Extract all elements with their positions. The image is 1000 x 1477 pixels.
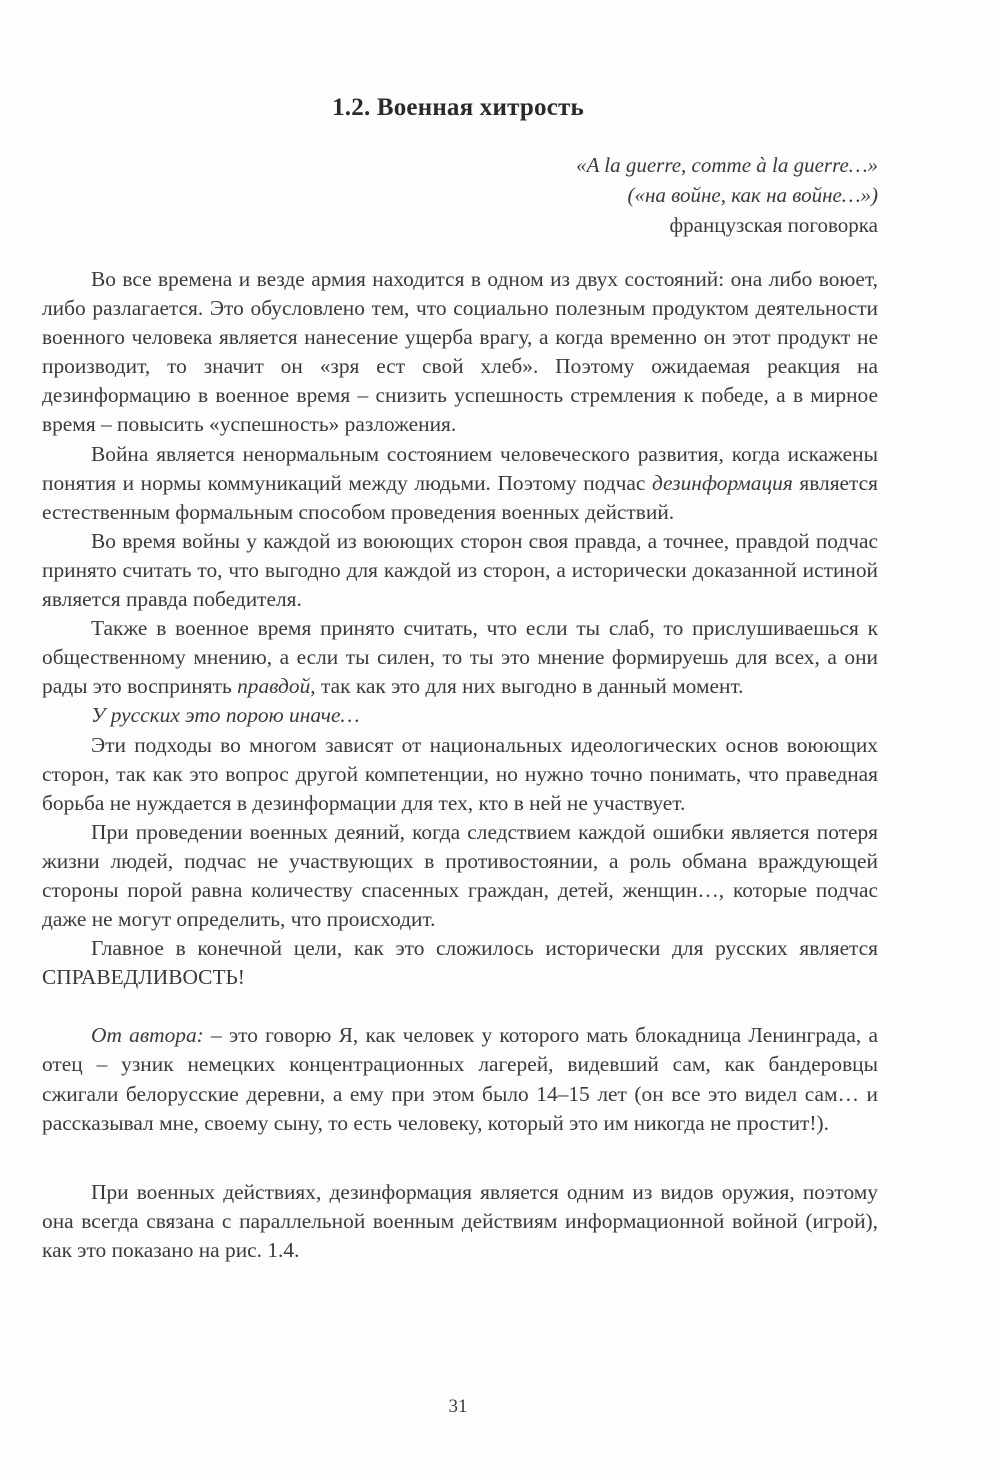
- paragraph-4: [42, 614, 878, 701]
- paragraph-5: У русских это порою иначе…: [91, 703, 360, 728]
- epigraph-quote: «A la guerre, comme à la guerre…»: [576, 153, 878, 177]
- paragraph-4-text-a: Также в военное время принято считать, что если ты слаб, то прислушиваешься к общественному мнению, а если ты силен, то ты это мнение формируешь для всех, а они рады это воспринять: [42, 616, 878, 699]
- paragraph-10: При военных действиях, дезинформация является одним из видов оружия, поэтому она всегда связана с параллельной военным действиям информационной войной (игрой), как это показано на рис. 1.4.: [42, 1179, 878, 1262]
- paragraph-2-italic: дезинформация: [651, 470, 793, 495]
- paragraph-4-italic: правдой: [237, 674, 311, 699]
- paragraph-1: Во все времена и везде армия находится в одном из двух состояний: она либо воюет, либо разлагается. Это обусловлено тем, что социально полезным продуктом деятельности военного человека является нанесение ущерба врагу, а когда временно он этот продукт не производит, то значит он «зря ест свой хлеб». Поэтому ожидаемая реакция на дезинформацию в военное время – снизить успешность стремления к победе, а в мирное время – повысить «успешность» разложения.: [42, 267, 878, 437]
- paragraph-2-text-b: является естественным формальным способом проведения военных действий.: [42, 470, 878, 524]
- paragraph-2-text-a: Война является ненормальным состоянием человеческого развития, когда искажены понятия и нормы коммуникаций между людьми. Поэтому подчас: [42, 441, 878, 495]
- paragraph-7: При проведении военных деяний, когда следствием каждой ошибки является потеря жизни людей, подчас не участвующих в противостоянии, а роль обмана враждующей стороны порой равна количеству спасенных граждан, детей, женщин…, которые подчас даже не могут определить, что происходит.: [42, 819, 878, 932]
- epigraph: [576, 150, 878, 240]
- author-note-text: – это говорю Я, как человек у которого мать блокадница Ленинграда, а отец – узник немецких концентрационных лагерей, видевший сам, как бандеровцы сжигали белорусские деревни, а ему при этом было 14–15 лет (он все это видел сам… и рассказывал мне, своему сыну, то есть человеку, который это им никогда не простит!).: [42, 1023, 878, 1135]
- paragraph-6: Эти подходы во многом зависят от национальных идеологических основ воюющих сторон, так как это вопрос другой компетенции, но нужно точно понимать, что праведная борьба не нуждается в дезинформации для тех, кто в ней не участвует.: [42, 732, 878, 815]
- paragraph-author-note: [42, 1021, 878, 1137]
- section-heading: 1.2. Военная хитрость: [332, 94, 584, 121]
- page-number: 31: [448, 1396, 468, 1417]
- author-note-label: От автора:: [91, 1023, 204, 1048]
- epigraph-translation: («на войне, как на войне…»): [627, 183, 878, 207]
- paragraph-4-text-b: , так как это для них выгодно в данный момент.: [310, 674, 744, 699]
- body-text: [42, 265, 878, 1265]
- paragraph-3: Во время войны у каждой из воюющих сторон своя правда, а точнее, правдой подчас принято считать то, что выгодно для каждой из сторон, а исторически доказанной истиной является правда победителя.: [42, 528, 878, 612]
- epigraph-source: французская поговорка: [669, 213, 878, 237]
- paragraph-8: Главное в конечной цели, как это сложилось исторически для русских является СПРАВЕДЛИВОСТЬ!: [42, 936, 878, 990]
- paragraph-2: [42, 440, 878, 527]
